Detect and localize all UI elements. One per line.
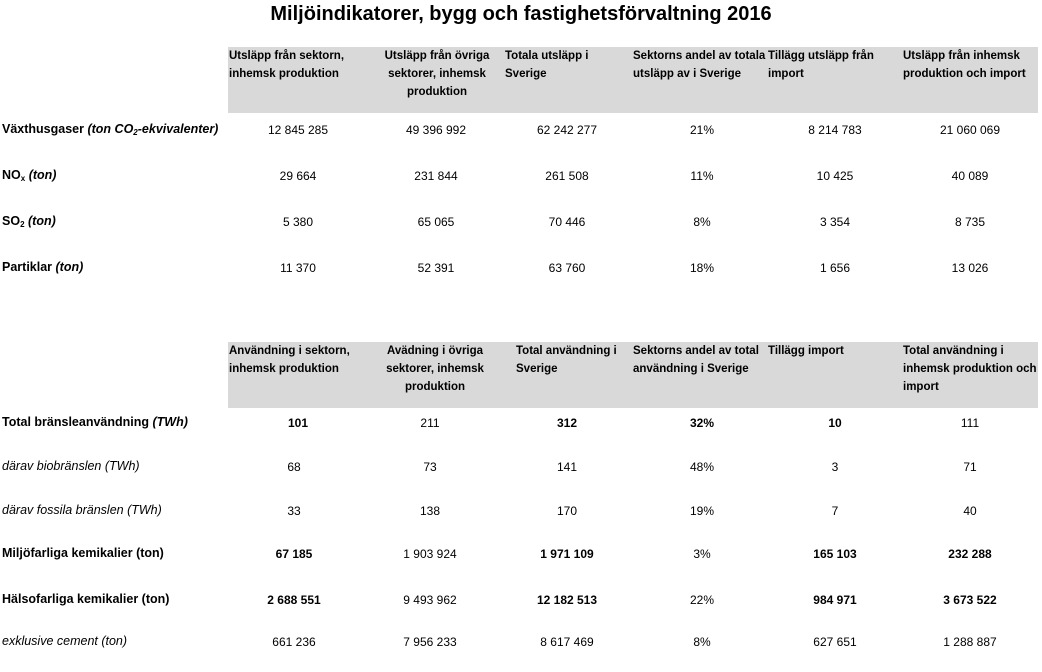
table-cell: 9 493 962: [403, 593, 457, 607]
table-cell: 62 242 277: [536, 123, 598, 137]
table-cell: 65 065: [417, 215, 455, 229]
table-cell: 1 971 109: [540, 547, 594, 561]
table-cell: 29 664: [279, 169, 317, 183]
table2-row-label: Miljöfarliga kemikalier (ton): [2, 546, 164, 560]
table1-header-total-incl-import: Utsläpp från inhemsk produktion och import: [903, 50, 1026, 80]
table-cell: 52 391: [417, 261, 455, 275]
table1-row-label: $SO_2$ (ton): [2, 214, 56, 229]
table-cell: 1 288 887: [943, 635, 997, 649]
table2-header-total-incl-import: Total användning i inhemsk produktion och import: [903, 345, 1037, 393]
table-cell: 48%: [689, 460, 715, 474]
table-cell: 1 903 924: [403, 547, 457, 561]
table-cell: 12 182 513: [536, 593, 598, 607]
table-cell: 627 651: [813, 635, 857, 649]
table-cell: 71: [963, 460, 977, 474]
table-cell: 73: [423, 460, 437, 474]
table2-row-label: Hälsofarliga kemikalier (ton): [2, 592, 170, 606]
table-cell: 138: [419, 504, 441, 518]
table1-row-label: Partiklar (ton): [2, 260, 84, 274]
table-cell: 33: [287, 504, 301, 518]
table-cell: 3 673 522: [943, 593, 997, 607]
table1-header-sector: Utsläpp från sektorn, inhemsk produktion: [229, 50, 345, 80]
table-cell: 10 425: [816, 169, 854, 183]
table2-row-label: därav fossila bränslen (TWh): [2, 503, 162, 517]
table1-row-label: $NO_x$ (ton): [2, 168, 57, 183]
table-cell: 7: [831, 504, 839, 518]
table-cell: 10: [828, 416, 842, 430]
table-cell: 661 236: [272, 635, 316, 649]
table-cell: 111: [960, 416, 980, 430]
table-cell: 21%: [689, 123, 715, 137]
table-cell: 32%: [689, 416, 715, 430]
table-cell: 141: [556, 460, 578, 474]
table-cell: 11 370: [280, 261, 316, 275]
table2-header-sector-share: Sektorns andel av total användning i Sverige: [633, 345, 759, 375]
table-cell: 232 288: [948, 547, 992, 561]
table-cell: 19%: [689, 504, 715, 518]
table-cell: 11%: [690, 169, 714, 183]
table2-header-import: Tillägg import: [768, 345, 844, 357]
table-cell: 63 760: [548, 261, 586, 275]
table1-header-sector-share: Sektorns andel av totala utsläpp av i Sverige: [633, 50, 766, 80]
table-cell: 984 971: [813, 593, 857, 607]
table1-header-import: Tillägg utsläpp från import: [768, 50, 874, 80]
table-cell: 231 844: [414, 169, 458, 183]
table-cell: 8 617 469: [540, 635, 594, 649]
table2-header-total-sweden: Total användning i Sverige: [516, 345, 617, 375]
table-cell: 13 026: [951, 261, 989, 275]
table-cell: 68: [287, 460, 301, 474]
table-cell: 165 103: [813, 547, 857, 561]
table2-row-label: därav biobränslen (TWh): [2, 459, 140, 473]
table-cell: 261 508: [545, 169, 589, 183]
table-cell: 21 060 069: [939, 123, 1001, 137]
table-cell: 8 735: [954, 215, 986, 229]
table2-row-label: Total bränsleanvändning (TWh): [2, 415, 188, 429]
table-cell: 2 688 551: [267, 593, 321, 607]
table-cell: 8%: [693, 215, 711, 229]
table2-header-other-sectors: Avädning i övriga sektorer, inhemsk produktion: [386, 345, 484, 393]
table-cell: 40 089: [951, 169, 989, 183]
table-cell: 170: [556, 504, 578, 518]
table-cell: 3: [831, 460, 839, 474]
table-cell: 7 956 233: [403, 635, 457, 649]
table-cell: 3%: [693, 547, 711, 561]
table1-header-other-sectors: Utsläpp från övriga sektorer, inhemsk produktion: [384, 50, 490, 98]
table-cell: 12 845 285: [267, 123, 329, 137]
table-cell: 49 396 992: [405, 123, 467, 137]
table2-header-sector: Användning i sektorn, inhemsk produktion: [229, 345, 350, 375]
table-cell: 22%: [689, 593, 715, 607]
table-cell: 5 380: [282, 215, 314, 229]
table2-row-label: exklusive cement (ton): [2, 634, 128, 648]
table-cell: 101: [287, 416, 309, 430]
table1-row-label: Växthusgaser (ton $CO_2-ekvivalenter$): [2, 122, 219, 137]
table-cell: 8 214 783: [808, 123, 862, 137]
table1-header-total-sweden: Totala utsläpp i Sverige: [505, 50, 589, 80]
table-cell: 1 656: [819, 261, 851, 275]
page-title: Miljöindikatorer, bygg och fastighetsförvaltning 2016: [270, 3, 772, 25]
table-cell: 70 446: [548, 215, 586, 229]
table-cell: 40: [963, 504, 977, 518]
table-cell: 211: [420, 416, 440, 430]
table-cell: 18%: [689, 261, 715, 275]
table-cell: 8%: [693, 635, 711, 649]
table-cell: 3 354: [819, 215, 851, 229]
table-cell: 67 185: [275, 547, 313, 561]
table-cell: 312: [556, 416, 578, 430]
